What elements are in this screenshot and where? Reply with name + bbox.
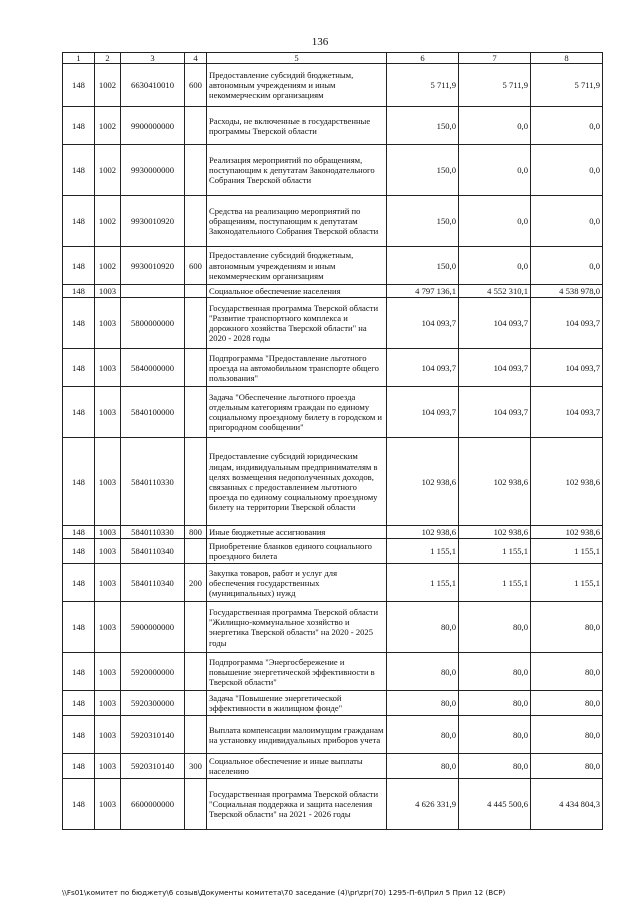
cell-amount-2: 104 093,7 — [459, 298, 531, 349]
cell-target-code: 6600000000 — [121, 779, 185, 830]
cell-expense-type — [185, 298, 207, 349]
cell-target-code: 5920310140 — [121, 716, 185, 754]
column-header: 7 — [459, 53, 531, 64]
table-row — [63, 247, 603, 285]
cell-admin-code: 148 — [63, 653, 95, 691]
cell-admin-code: 148 — [63, 196, 95, 247]
cell-target-code: 5900000000 — [121, 602, 185, 653]
cell-section-code: 1003 — [95, 438, 121, 526]
cell-amount-1: 102 938,6 — [387, 438, 459, 526]
cell-amount-2: 5 711,9 — [459, 64, 531, 107]
cell-amount-3: 104 093,7 — [531, 298, 603, 349]
cell-target-code — [121, 285, 185, 298]
cell-amount-1: 1 155,1 — [387, 539, 459, 564]
cell-target-code: 5800000000 — [121, 298, 185, 349]
cell-description: Расходы, не включенные в государственные программы Тверской области — [207, 107, 387, 145]
table-row — [63, 145, 603, 196]
cell-amount-3: 0,0 — [531, 196, 603, 247]
table-row — [63, 285, 603, 298]
cell-amount-3: 102 938,6 — [531, 526, 603, 539]
cell-description: Задача "Повышение энергетической эффективности в жилищном фонде" — [207, 691, 387, 716]
cell-section-code: 1003 — [95, 387, 121, 438]
table-row — [63, 107, 603, 145]
cell-target-code: 5840110340 — [121, 539, 185, 564]
table-row — [63, 64, 603, 107]
cell-amount-1: 80,0 — [387, 691, 459, 716]
cell-amount-1: 150,0 — [387, 107, 459, 145]
cell-section-code: 1003 — [95, 539, 121, 564]
cell-description: Подпрограмма "Предоставление льготного проезда на автомобильном транспорте общего пользования" — [207, 349, 387, 387]
cell-expense-type: 800 — [185, 526, 207, 539]
column-header: 1 — [63, 53, 95, 64]
cell-admin-code: 148 — [63, 438, 95, 526]
cell-amount-1: 80,0 — [387, 716, 459, 754]
cell-amount-2: 102 938,6 — [459, 526, 531, 539]
cell-expense-type: 600 — [185, 64, 207, 107]
cell-description: Социальное обеспечение и иные выплаты населению — [207, 754, 387, 779]
cell-description: Реализация мероприятий по обращениям, поступающим к депутатам Законодательного Собрания Тверской области — [207, 145, 387, 196]
cell-target-code: 5840000000 — [121, 349, 185, 387]
table-row — [63, 754, 603, 779]
cell-amount-3: 1 155,1 — [531, 539, 603, 564]
cell-amount-2: 0,0 — [459, 107, 531, 145]
cell-description: Предоставление субсидий бюджетным, автономным учреждениям и иным некоммерческим организациям — [207, 247, 387, 285]
cell-amount-2: 4 445 500,6 — [459, 779, 531, 830]
cell-amount-1: 150,0 — [387, 247, 459, 285]
cell-target-code: 9930000000 — [121, 145, 185, 196]
cell-description: Иные бюджетные ассигнования — [207, 526, 387, 539]
cell-section-code: 1002 — [95, 196, 121, 247]
table-row — [63, 298, 603, 349]
column-header: 4 — [185, 53, 207, 64]
cell-expense-type: 300 — [185, 754, 207, 779]
table-row — [63, 539, 603, 564]
cell-expense-type — [185, 107, 207, 145]
cell-amount-2: 104 093,7 — [459, 387, 531, 438]
cell-amount-1: 150,0 — [387, 145, 459, 196]
cell-amount-3: 104 093,7 — [531, 349, 603, 387]
cell-section-code: 1003 — [95, 526, 121, 539]
cell-amount-1: 104 093,7 — [387, 298, 459, 349]
cell-amount-1: 4 797 136,1 — [387, 285, 459, 298]
cell-amount-3: 1 155,1 — [531, 564, 603, 602]
cell-expense-type — [185, 285, 207, 298]
cell-target-code: 9900000000 — [121, 107, 185, 145]
cell-description: Предоставление субсидий юридическим лицам, индивидуальным предпринимателям в целях возмещения недополученных доходов, связанных с предоставлением льготного проезда по единому социальному проездному билету на территории Тверской области — [207, 438, 387, 526]
cell-amount-2: 80,0 — [459, 653, 531, 691]
cell-section-code: 1003 — [95, 602, 121, 653]
cell-admin-code: 148 — [63, 387, 95, 438]
cell-amount-2: 80,0 — [459, 716, 531, 754]
cell-expense-type — [185, 602, 207, 653]
cell-amount-1: 104 093,7 — [387, 387, 459, 438]
cell-target-code: 5920000000 — [121, 653, 185, 691]
cell-amount-3: 0,0 — [531, 247, 603, 285]
cell-section-code: 1003 — [95, 754, 121, 779]
cell-section-code: 1003 — [95, 653, 121, 691]
table-row — [63, 526, 603, 539]
cell-description: Закупка товаров, работ и услуг для обеспечения государственных (муниципальных) нужд — [207, 564, 387, 602]
cell-expense-type — [185, 438, 207, 526]
cell-admin-code: 148 — [63, 691, 95, 716]
cell-amount-1: 80,0 — [387, 653, 459, 691]
cell-amount-3: 80,0 — [531, 653, 603, 691]
cell-expense-type — [185, 779, 207, 830]
cell-section-code: 1003 — [95, 564, 121, 602]
cell-section-code: 1003 — [95, 691, 121, 716]
column-header: 2 — [95, 53, 121, 64]
cell-description: Средства на реализацию мероприятий по обращениям, поступающим к депутатам Законодательного Собрания Тверской области — [207, 196, 387, 247]
cell-amount-1: 5 711,9 — [387, 64, 459, 107]
table-row — [63, 564, 603, 602]
cell-amount-1: 102 938,6 — [387, 526, 459, 539]
cell-admin-code: 148 — [63, 247, 95, 285]
cell-admin-code: 148 — [63, 716, 95, 754]
cell-amount-1: 1 155,1 — [387, 564, 459, 602]
cell-expense-type: 600 — [185, 247, 207, 285]
cell-amount-3: 80,0 — [531, 716, 603, 754]
cell-target-code: 5920310140 — [121, 754, 185, 779]
file-path-footer: \\Fs01\комитет по бюджету\6 созыв\Документы комитета\70 заседание (4)\pr\zpr(70) 1295-П-6\Прил 5 Прил 12 (ВСР) — [62, 888, 506, 897]
cell-section-code: 1002 — [95, 107, 121, 145]
cell-amount-2: 104 093,7 — [459, 349, 531, 387]
table-row — [63, 653, 603, 691]
cell-expense-type — [185, 196, 207, 247]
cell-section-code: 1003 — [95, 779, 121, 830]
cell-admin-code: 148 — [63, 64, 95, 107]
cell-amount-3: 80,0 — [531, 691, 603, 716]
cell-amount-3: 4 538 978,0 — [531, 285, 603, 298]
table-row — [63, 349, 603, 387]
cell-target-code: 5840110330 — [121, 526, 185, 539]
cell-target-code: 9930010920 — [121, 196, 185, 247]
cell-amount-2: 102 938,6 — [459, 438, 531, 526]
cell-expense-type — [185, 653, 207, 691]
cell-admin-code: 148 — [63, 145, 95, 196]
budget-table — [62, 52, 603, 830]
cell-admin-code: 148 — [63, 107, 95, 145]
cell-amount-3: 80,0 — [531, 754, 603, 779]
cell-amount-2: 0,0 — [459, 247, 531, 285]
page-number: 136 — [311, 36, 329, 48]
cell-section-code: 1002 — [95, 145, 121, 196]
cell-amount-3: 104 093,7 — [531, 387, 603, 438]
table-row — [63, 691, 603, 716]
column-header: 3 — [121, 53, 185, 64]
cell-amount-1: 80,0 — [387, 602, 459, 653]
table-row — [63, 716, 603, 754]
cell-admin-code: 148 — [63, 539, 95, 564]
cell-expense-type — [185, 691, 207, 716]
cell-expense-type: 200 — [185, 564, 207, 602]
table-row — [63, 438, 603, 526]
cell-admin-code: 148 — [63, 349, 95, 387]
column-header: 5 — [207, 53, 387, 64]
cell-amount-1: 80,0 — [387, 754, 459, 779]
cell-amount-3: 80,0 — [531, 602, 603, 653]
cell-amount-2: 0,0 — [459, 196, 531, 247]
cell-section-code: 1002 — [95, 64, 121, 107]
cell-expense-type — [185, 387, 207, 438]
cell-admin-code: 148 — [63, 285, 95, 298]
cell-amount-1: 150,0 — [387, 196, 459, 247]
cell-description: Социальное обеспечение населения — [207, 285, 387, 298]
table-row — [63, 779, 603, 830]
cell-admin-code: 148 — [63, 298, 95, 349]
cell-amount-1: 104 093,7 — [387, 349, 459, 387]
cell-description: Задача "Обеспечение льготного проезда отдельным категориям граждан по единому социальному проездному билету в городском и пригородном сообщении" — [207, 387, 387, 438]
cell-target-code: 5840110330 — [121, 438, 185, 526]
cell-description: Предоставление субсидий бюджетным, автономным учреждениям и иным некоммерческим организациям — [207, 64, 387, 107]
cell-section-code: 1003 — [95, 349, 121, 387]
cell-description: Государственная программа Тверской области "Развитие транспортного комплекса и дорожного хозяйства Тверской области" на 2020 - 2028 годы — [207, 298, 387, 349]
table-row — [63, 602, 603, 653]
header-row — [63, 53, 603, 64]
table-row — [63, 196, 603, 247]
cell-section-code: 1002 — [95, 247, 121, 285]
cell-expense-type — [185, 539, 207, 564]
cell-admin-code: 148 — [63, 526, 95, 539]
cell-section-code: 1003 — [95, 716, 121, 754]
cell-description: Государственная программа Тверской области "Жилищно-коммунальное хозяйство и энергетика Тверской области" на 2020 - 2025 годы — [207, 602, 387, 653]
cell-target-code: 5920300000 — [121, 691, 185, 716]
cell-section-code: 1003 — [95, 285, 121, 298]
cell-amount-2: 80,0 — [459, 691, 531, 716]
cell-amount-3: 4 434 804,3 — [531, 779, 603, 830]
cell-section-code: 1003 — [95, 298, 121, 349]
cell-admin-code: 148 — [63, 779, 95, 830]
cell-amount-2: 1 155,1 — [459, 539, 531, 564]
cell-admin-code: 148 — [63, 602, 95, 653]
cell-expense-type — [185, 716, 207, 754]
table-row — [63, 387, 603, 438]
cell-amount-2: 4 552 310,1 — [459, 285, 531, 298]
cell-target-code: 9930010920 — [121, 247, 185, 285]
cell-amount-3: 5 711,9 — [531, 64, 603, 107]
cell-expense-type — [185, 349, 207, 387]
cell-target-code: 5840110340 — [121, 564, 185, 602]
cell-amount-2: 0,0 — [459, 145, 531, 196]
cell-description: Приобретение бланков единого социального проездного билета — [207, 539, 387, 564]
cell-amount-2: 1 155,1 — [459, 564, 531, 602]
cell-target-code: 6630410010 — [121, 64, 185, 107]
column-header: 6 — [387, 53, 459, 64]
cell-description: Выплата компенсации малоимущим гражданам на установку индивидуальных приборов учета — [207, 716, 387, 754]
cell-amount-2: 80,0 — [459, 754, 531, 779]
column-header: 8 — [531, 53, 603, 64]
cell-expense-type — [185, 145, 207, 196]
cell-description: Государственная программа Тверской области "Социальная поддержка и защита населения Тверской области" на 2021 - 2026 годы — [207, 779, 387, 830]
cell-amount-3: 0,0 — [531, 145, 603, 196]
cell-description: Подпрограмма "Энергосбережение и повышение энергетической эффективности в Тверской области" — [207, 653, 387, 691]
cell-amount-3: 102 938,6 — [531, 438, 603, 526]
cell-admin-code: 148 — [63, 564, 95, 602]
cell-target-code: 5840100000 — [121, 387, 185, 438]
cell-admin-code: 148 — [63, 754, 95, 779]
cell-amount-3: 0,0 — [531, 107, 603, 145]
cell-amount-2: 80,0 — [459, 602, 531, 653]
cell-amount-1: 4 626 331,9 — [387, 779, 459, 830]
